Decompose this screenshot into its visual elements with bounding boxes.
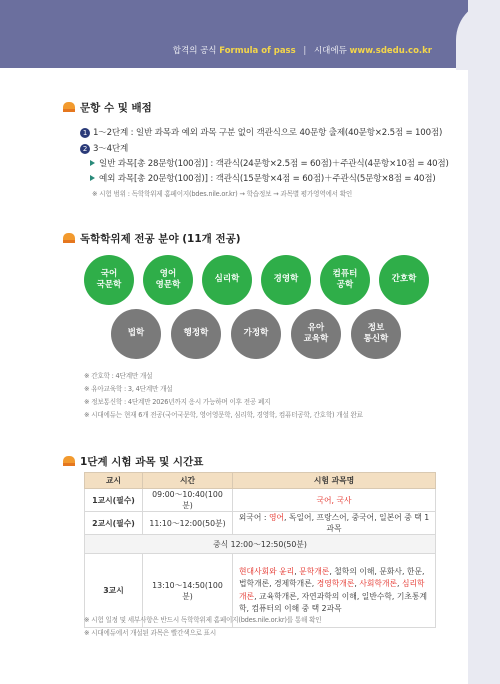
exception-subject-line (90, 172, 436, 184)
exam-range-note: ※ 시험 범위 : 독학학위제 홈페이지(bdes.nile.or.kr) → 학습정보 → 과목별 평가영역에서 확인 (92, 190, 353, 198)
period-cell: 1교시(필수) (85, 489, 143, 512)
section-title-questions: 문항 수 및 배점 (80, 102, 152, 114)
major-early-childhood-education: 유아 교육학 (291, 309, 341, 359)
major-public-administration: 행정학 (171, 309, 221, 359)
header-subject: 시험 과목명 (233, 473, 436, 489)
major-english-literature: 영어 영문학 (143, 255, 193, 305)
table-row (85, 489, 436, 512)
lunch-break-row (85, 535, 436, 554)
general-subject-text: 일반 과목[총 28문항(100점)] : 객관식(24문항×2.5점 = 60점)＋주관식(4문항×10점 = 40점) (99, 159, 449, 169)
major-computer-engineering: 컴퓨터 공학 (320, 255, 370, 305)
stage-text-1-2: 1～2단계 : 일반 과목과 예외 과목 구분 없이 객관식으로 40문항 출제(40문항×2.5점 = 100점) (93, 128, 443, 138)
page-header (0, 0, 468, 68)
major-nursing: 간호학 (379, 255, 429, 305)
time-cell: 09:00～10:40(100분) (143, 489, 233, 512)
header-url: www.sdedu.co.kr (349, 46, 432, 56)
section-bullet-icon (63, 233, 75, 243)
major-note-sidae: ※ 시대에듀는 현재 6개 전공(국어국문학, 영어영문학, 심리학, 경영학, 컴퓨터공학, 간호학) 개설 완료 (84, 411, 363, 419)
section-bullet-icon (63, 456, 75, 466)
triangle-bullet-icon (90, 160, 95, 166)
header-publisher: 시대에듀 (313, 46, 347, 56)
schedule-note-red: ※ 시대에듀에서 개설된 과목은 빨간색으로 표시 (84, 629, 217, 637)
right-margin-band (468, 0, 500, 684)
major-business: 경영학 (261, 255, 311, 305)
period-cell: 3교시 (85, 554, 143, 628)
general-subject-line (90, 157, 449, 169)
schedule-note-homepage: ※ 시험 일정 및 세부사항은 반드시 독학학위제 홈페이지(bdes.nile.or.kr)를 통해 확인 (84, 616, 322, 624)
schedule-table (84, 472, 436, 628)
header-period: 교시 (85, 473, 143, 489)
header-brand-ko: 합격의 공식 (172, 46, 217, 56)
number-badge-1: 1 (80, 128, 90, 138)
subject-cell: 국어, 국사 (233, 489, 436, 512)
section-title-schedule: 1단계 시험 과목 및 시간표 (80, 456, 204, 468)
major-korean-literature: 국어 국문학 (84, 255, 134, 305)
header-brand-en: Formula of pass (219, 46, 296, 56)
table-row (85, 512, 436, 535)
major-information-communication: 정보 통신학 (351, 309, 401, 359)
section-bullet-icon (63, 102, 75, 112)
section-title-majors: 독학학위제 전공 분야 (11개 전공) (80, 233, 241, 245)
major-note-info-comm: ※ 정보통신학 : 4단계만 2026년까지 응시 가능하며 이후 전공 폐지 (84, 398, 271, 406)
major-law: 법학 (111, 309, 161, 359)
subject-cell: 외국어 : 영어, 독일어, 프랑스어, 중국어, 일본어 중 택 1과목 (233, 512, 436, 535)
major-psychology: 심리학 (202, 255, 252, 305)
time-cell: 13:10～14:50(100분) (143, 554, 233, 628)
exception-subject-text: 예외 과목[총 20문항(100점)] : 객관식(15문항×4점 = 60점)＋주관식(5문항×8점 = 40점) (99, 174, 436, 184)
header-text (173, 44, 432, 56)
major-home-economics: 가정학 (231, 309, 281, 359)
lunch-break-cell: 중식 12:00～12:50(50분) (85, 535, 436, 554)
time-cell: 11:10～12:00(50분) (143, 512, 233, 535)
triangle-bullet-icon (90, 175, 95, 181)
major-note-nursing: ※ 간호학 : 4단계만 개설 (84, 372, 153, 380)
header-time: 시간 (143, 473, 233, 489)
period-cell: 2교시(필수) (85, 512, 143, 535)
major-note-early-childhood: ※ 유아교육학 : 3, 4단계만 개설 (84, 385, 173, 393)
number-badge-2: 2 (80, 144, 90, 154)
table-header-row (85, 473, 436, 489)
stage-text-3-4: 3～4단계 (93, 144, 129, 154)
stage-line-3-4 (80, 142, 128, 154)
stage-line-1-2 (80, 126, 442, 138)
subject-cell: 현대사회와 윤리, 문학개론, 철학의 이해, 문화사, 한문, 법학개론, 경제학개론, 경영학개론, 사회학개론, 심리학개론, 교육학개론, 자연과학의 이해, 일반수학, 기초통계학, 컴퓨터의 이해 중 택 2과목 (233, 554, 436, 628)
header-divider: | (303, 46, 307, 56)
